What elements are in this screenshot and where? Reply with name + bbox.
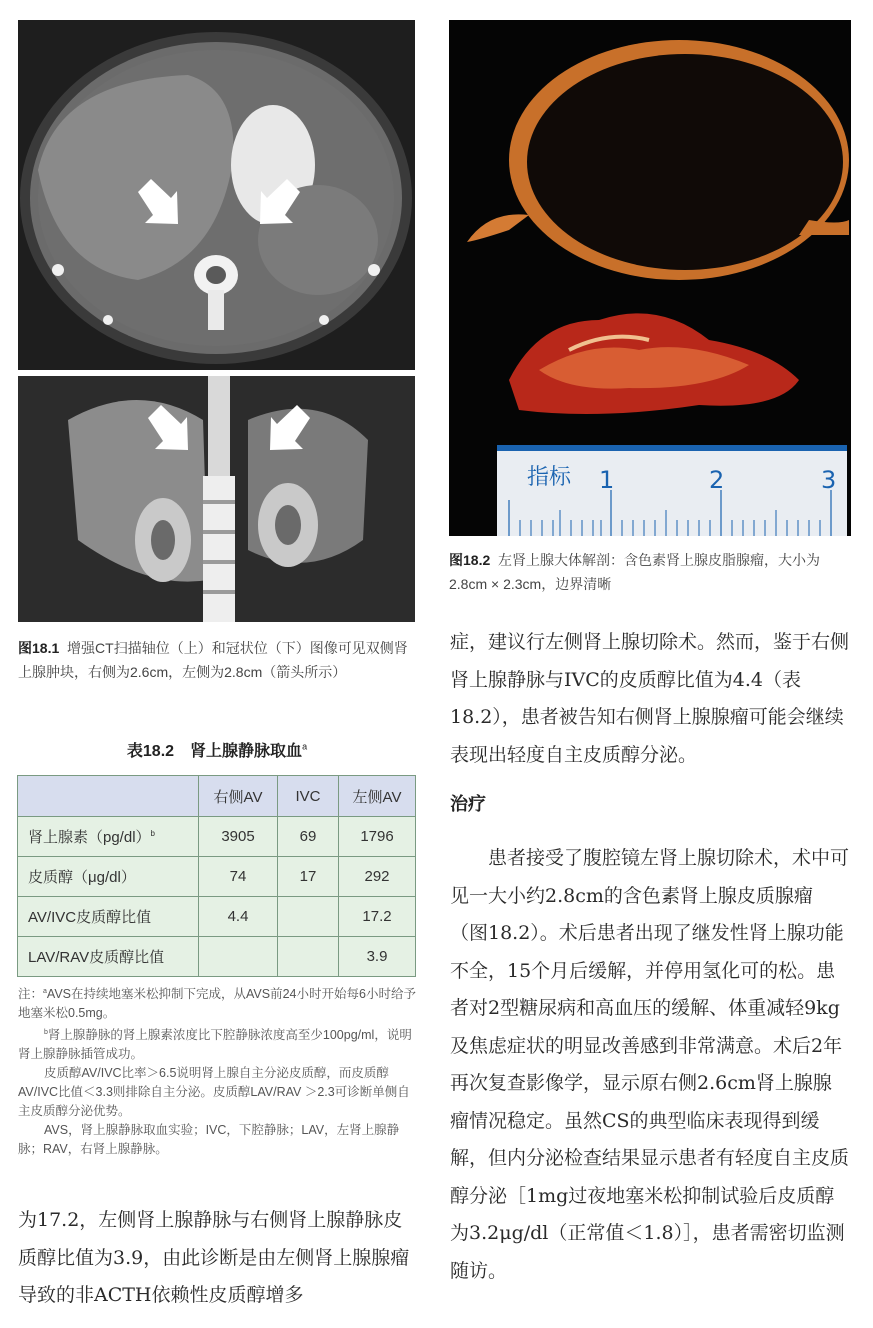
cell-left-av: 3.9 <box>339 937 416 977</box>
row-label-cell <box>18 937 199 977</box>
ruler-label: 指标 <box>527 465 572 490</box>
header-cell: 右侧AV <box>199 776 278 817</box>
table-title-sup: a <box>302 741 308 752</box>
table-title-text: 表18.2 肾上腺静脉取血 <box>126 743 303 760</box>
note-c: 皮质醇AV/IVC比率＞6.5说明肾上腺自主分泌皮质醇，而皮质醇AV/IVC比值＜3.3则排除自主分泌。皮质醇LAV/RAV ＞2.3可诊断单侧自主皮质醇分泌优势。 <box>18 1066 410 1119</box>
cell-right-av: 74 <box>199 857 278 897</box>
cell-right-av: 3905 <box>199 817 278 857</box>
table-title <box>18 738 416 761</box>
note-sup: a <box>43 988 47 995</box>
note-d: AVS，肾上腺静脉取血实验；IVC，下腔静脉；LAV，左肾上腺静脉；RAV，右肾上腺静脉。 <box>18 1123 400 1157</box>
note-text: 肾上腺静脉的肾上腺素浓度比下腔静脉浓度高至少100pg/ml，说明肾上腺静脉插管成功。 <box>18 1028 412 1062</box>
cell-ivc <box>278 937 339 977</box>
note-sup: b <box>44 1029 48 1037</box>
ct-scan-figure <box>18 20 415 622</box>
row-label-sup: b <box>150 829 155 838</box>
table-row <box>18 817 416 857</box>
cell-ivc: 69 <box>278 817 339 857</box>
note-text: AVS在持续地塞米松抑制下完成，从AVS前24小时开始每6小时给予地塞米松0.5mg。 <box>18 987 416 1021</box>
row-label-cell <box>18 857 199 897</box>
header-cell <box>18 776 199 817</box>
cell-right-av: 4.4 <box>199 897 278 937</box>
note-a <box>18 982 418 1023</box>
table-row <box>18 857 416 897</box>
row-label-cell <box>18 897 199 937</box>
figure-18-1-caption <box>18 636 418 684</box>
figure-18-2-caption <box>449 548 853 596</box>
ruler-number-2: 2 <box>709 466 725 494</box>
right-body-text-2 <box>450 840 850 1290</box>
section-title: 治疗 <box>450 794 486 814</box>
caption-text: 增强CT扫描轴位（上）和冠状位（下）图像可见双侧肾上腺肿块，右侧为2.6cm，左侧为2.8cm（箭头所示） <box>18 640 408 680</box>
note-prefix: 注： <box>18 987 44 1002</box>
ruler-number-3: 3 <box>821 466 837 494</box>
row-label: 皮质醇（μg/dl） <box>28 869 136 886</box>
table-row <box>18 897 416 937</box>
table-header-row <box>18 776 416 817</box>
figure-label: 图18.2 <box>449 552 491 568</box>
note-b <box>18 1023 418 1064</box>
ruler-number-1: 1 <box>599 466 615 494</box>
table-row <box>18 937 416 977</box>
cell-ivc <box>278 897 339 937</box>
row-label: AV/IVC皮质醇比值 <box>28 909 152 926</box>
cell-left-av: 1796 <box>339 817 416 857</box>
header-cell: IVC <box>278 776 339 817</box>
paragraph: 为17.2，左侧肾上腺静脉与右侧肾上腺静脉皮质醇比值为3.9，由此诊断是由左侧肾上腺腺瘤导致的非ACTH依赖性皮质醇增多 <box>18 1209 410 1306</box>
cell-ivc: 17 <box>278 857 339 897</box>
row-label: 肾上腺素（pg/dl） <box>28 829 151 846</box>
adrenal-vein-sampling-table <box>17 775 416 977</box>
left-body-text <box>18 1202 418 1315</box>
cell-left-av: 292 <box>339 857 416 897</box>
gross-specimen-photo <box>449 20 851 536</box>
figure-label: 图18.1 <box>18 640 60 656</box>
right-body-text-1 <box>450 624 850 774</box>
row-label: LAV/RAV皮质醇比值 <box>28 949 165 966</box>
row-label-cell <box>18 817 199 857</box>
paragraph: 症，建议行左侧肾上腺切除术。然而，鉴于右侧肾上腺静脉与IVC的皮质醇比值为4.4（表18.2），患者被告知右侧肾上腺腺瘤可能会继续表现出轻度自主皮质醇分泌。 <box>450 631 850 766</box>
header-cell: 左侧AV <box>339 776 416 817</box>
table-notes <box>18 982 418 1159</box>
paragraph: 患者接受了腹腔镜左肾上腺切除术，术中可见一大小约2.8cm的含色素肾上腺皮质腺瘤（图18.2）。术后患者出现了继发性肾上腺功能不全，15个月后缓解，并停用氢化可的松。患者对2型糖尿病和高血压的缓解、体重减轻9kg及焦虑症状的明显改善感到非常满意。术后2年再次复查影像学，显示原右侧2.6cm肾上腺腺瘤情况稳定。虽然CS的典型临床表现得到缓解，但内分泌检查结果显示患者有轻度自主皮质醇分泌［1mg过夜地塞米松抑制试验后皮质醇为3.2μg/dl（正常值＜1.8）］，患者需密切监测随访。 <box>450 847 850 1282</box>
cell-right-av <box>199 937 278 977</box>
cell-left-av: 17.2 <box>339 897 416 937</box>
caption-text: 左肾上腺大体解剖：含色素肾上腺皮脂腺瘤，大小为2.8cm × 2.3cm，边界清晰 <box>449 552 821 592</box>
